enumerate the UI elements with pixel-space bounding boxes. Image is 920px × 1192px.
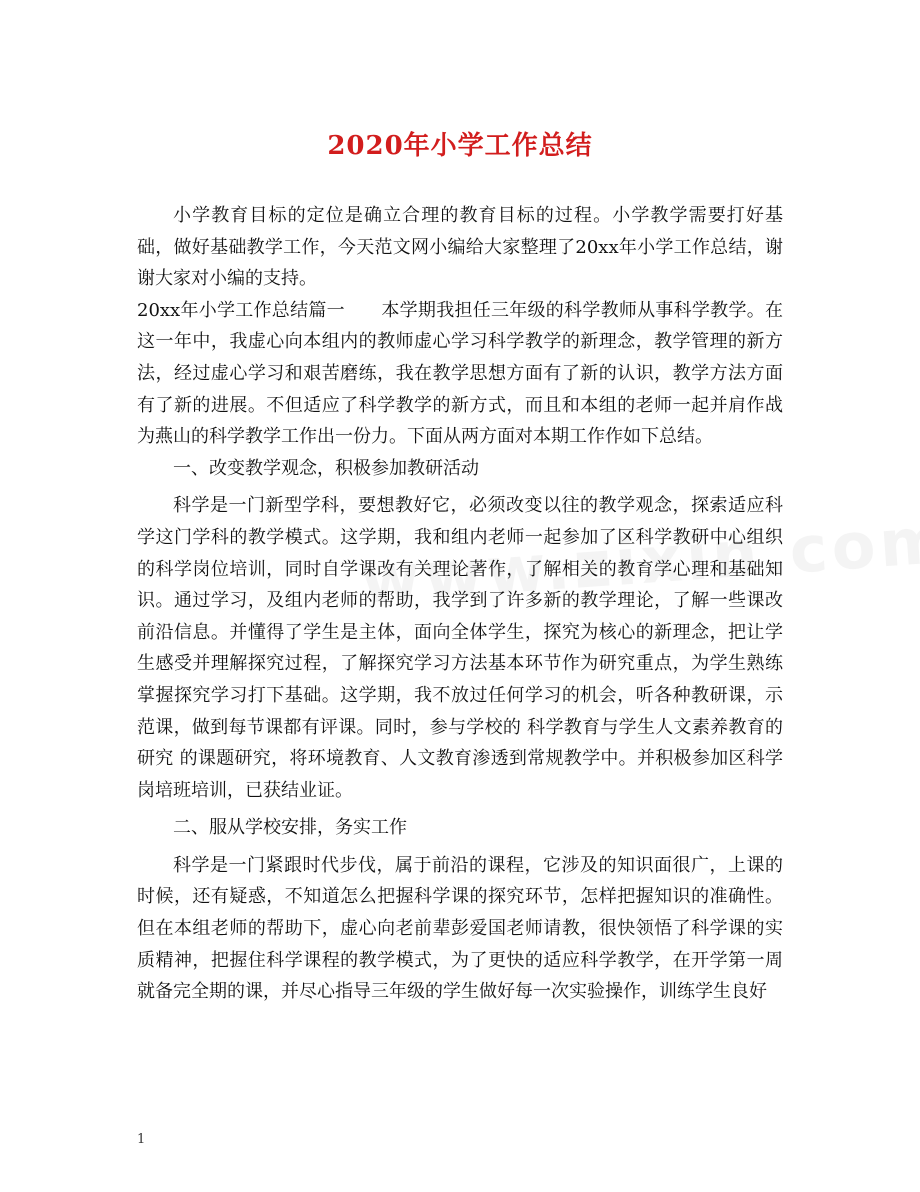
document-body (137, 200, 783, 1008)
page-number: 1 (137, 1132, 146, 1147)
heading-follow-school-arrangement: 二、服从学校安排，务实工作 (173, 817, 407, 839)
school-arrangement-paragraph: 科学是一门紧跟时代步伐，属于前沿的课程，它涉及的知识面很广，上课的时候，还有疑惑，不知道怎么把握科学课的探究环节，怎样把握知识的准确性。但在本组老师的帮助下，虚心向老前辈彭爱国老师请教，很快领悟了科学课的实质精神，把握住科学课程的教学模式，为了更快的适应科学教学，在开学第一周就备完全期的课，并尽心指导三年级的学生做好每一次实验操作，训练学生良好 (137, 854, 783, 1003)
heading-change-teaching-concept: 一、改变教学观念，积极参加教研活动 (173, 457, 479, 479)
intro-paragraph: 小学教育目标的定位是确立合理的教育目标的过程。小学教学需要打好基础，做好基础教学工作，今天范文网小编给大家整理了20xx年小学工作总结，谢谢大家对小编的支持。 (137, 205, 783, 290)
section-one-paragraph: 20xx年小学工作总结篇一 本学期我担任三年级的科学教师从事科学教学。在这一年中，我虚心向本组内的教师虚心学习科学教学的新理念，教学管理的新方法，经过虚心学习和艰苦磨练，我在教学思想方面有了新的认识，教学方法方面有了新的进展。不但适应了科学教学的新方式，而且和本组的老师一起并肩作战为燕山的科学教学工作出一份力。下面从两方面对本期工作作如下总结。 (137, 299, 783, 448)
document-title: 2020年小学工作总结 (327, 131, 593, 161)
teaching-concept-paragraph: 科学是一门新型学科，要想教好它，必须改变以往的教学观念，探索适应科学这门学科的教学模式。这学期，我和组内老师一起参加了区科学教研中心组织的科学岗位培训，同时自学课改有关理论著作，了解相关的教育学心理和基础知识。通过学习，及组内老师的帮助，我学到了许多新的教学理论，了解一些课改前沿信息。并懂得了学生是主体，面向全体学生，探究为核心的新理念，把让学生感受并理解探究过程，了解探究学习方法基本环节作为研究重点，为学生熟练掌握探究学习打下基础。这学期，我不放过任何学习的机会，听各种教研课，示范课，做到每节课都有评课。同时，参与学校的 科学教育与学生人文素养教育的研究 的课题研究，将环境教育、人文教育渗透到常规教学中。并积极参加区科学岗培班培训，已获结业证。 (137, 495, 783, 801)
